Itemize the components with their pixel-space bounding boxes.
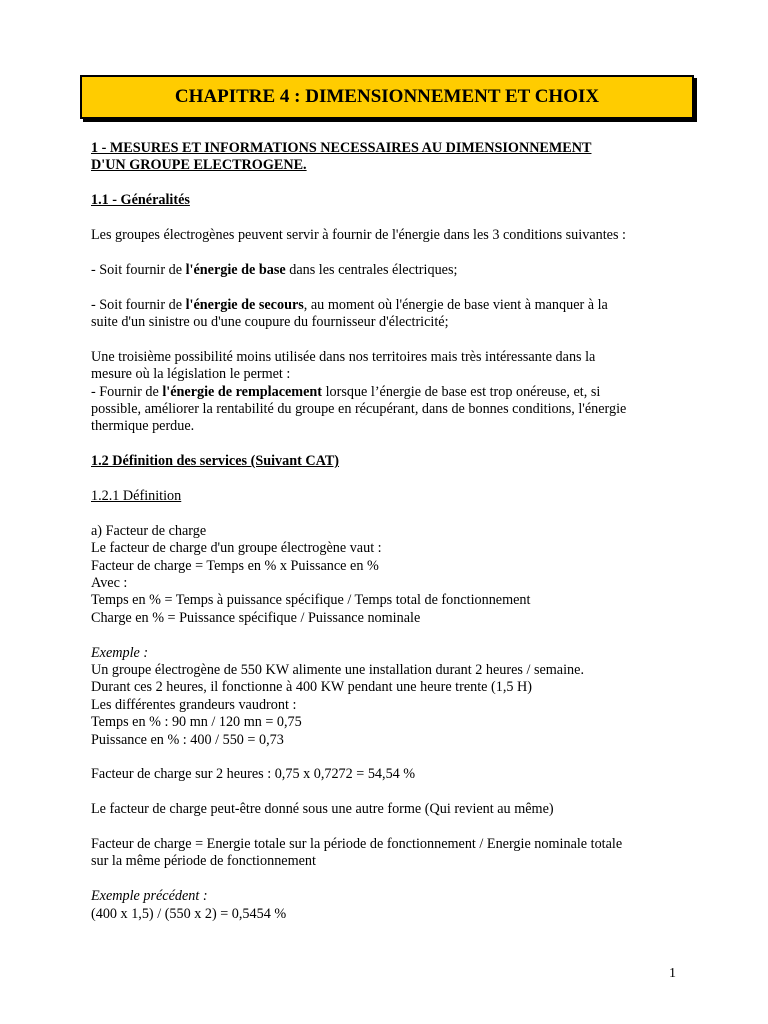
base-energy-item: - Soit fournir de l'énergie de base dans les centrales électriques; (91, 261, 458, 278)
previous-example-label: Exemple précédent : (91, 888, 208, 905)
definition-line: Temps en % = Temps à puissance spécifique / Temps total de fonctionnement (91, 592, 531, 609)
example-label: Exemple : (91, 644, 149, 661)
definition-line: Avec : (91, 575, 128, 592)
replacement-energy-item: - Fournir de l'énergie de remplacement lorsque l’énergie de base est trop onéreuse, et, si (91, 383, 601, 400)
section-1-2-title: 1.2 Définition des services (Suivant CAT) (91, 453, 340, 470)
section-1-title-line-2: D'UN GROUPE ELECTROGENE. (91, 157, 307, 174)
previous-example-calc: (400 x 1,5) / (550 x 2) = 0,5454 % (91, 905, 287, 922)
replacement-energy-line-2: possible, améliorer la rentabilité du groupe en récupérant, dans de bonnes conditions, l'énergie (91, 401, 627, 418)
load-factor-2h: Facteur de charge sur 2 heures : 0,75 x 0,7272 = 54,54 % (91, 766, 416, 783)
third-possibility-line-2: mesure où la législation le permet : (91, 366, 291, 383)
example-line: Puissance en % : 400 / 550 = 0,73 (91, 731, 284, 748)
alternative-form: Le facteur de charge peut-être donné sous une autre forme (Qui revient au même) (91, 801, 554, 818)
document-body (91, 140, 691, 923)
third-possibility-line-1: Une troisième possibilité moins utilisée dans nos territoires mais très intéressante dans la (91, 348, 596, 365)
definition-line: Le facteur de charge d'un groupe électrogène vaut : (91, 540, 382, 557)
section-1-1-title: 1.1 - Généralités (91, 192, 190, 209)
secours-energy-item: - Soit fournir de l'énergie de secours, au moment où l'énergie de base vient à manquer à la (91, 296, 608, 313)
definition-line: Charge en % = Puissance spécifique / Puissance nominale (91, 609, 421, 626)
replacement-energy-line-3: thermique perdue. (91, 418, 195, 435)
section-1-title-line-1: 1 - MESURES ET INFORMATIONS NECESSAIRES AU DIMENSIONNEMENT (91, 140, 592, 156)
intro-paragraph: Les groupes électrogènes peuvent servir à fournir de l'énergie dans les 3 conditions suivantes : (91, 227, 626, 243)
energy-formula-line-2: sur la même période de fonctionnement (91, 853, 316, 870)
secours-energy-item-line-2: suite d'un sinistre ou d'une coupure du fournisseur d'électricité; (91, 314, 449, 330)
chapter-title: CHAPITRE 4 : DIMENSIONNEMENT ET CHOIX (80, 75, 694, 119)
page-number: 1 (669, 966, 676, 981)
example-line: Temps en % : 90 mn / 120 mn = 0,75 (91, 714, 302, 731)
energy-formula-line-1: Facteur de charge = Energie totale sur la période de fonctionnement / Energie nominale totale (91, 836, 623, 853)
definition-line: Facteur de charge = Temps en % x Puissance en % (91, 557, 379, 574)
section-1-2-1-title: 1.2.1 Définition (91, 488, 182, 505)
definition-line: a) Facteur de charge (91, 522, 207, 539)
example-line: Un groupe électrogène de 550 KW alimente une installation durant 2 heures / semaine. (91, 662, 584, 679)
example-line: Les différentes grandeurs vaudront : (91, 696, 297, 713)
example-line: Durant ces 2 heures, il fonctionne à 400 KW pendant une heure trente (1,5 H) (91, 679, 532, 696)
